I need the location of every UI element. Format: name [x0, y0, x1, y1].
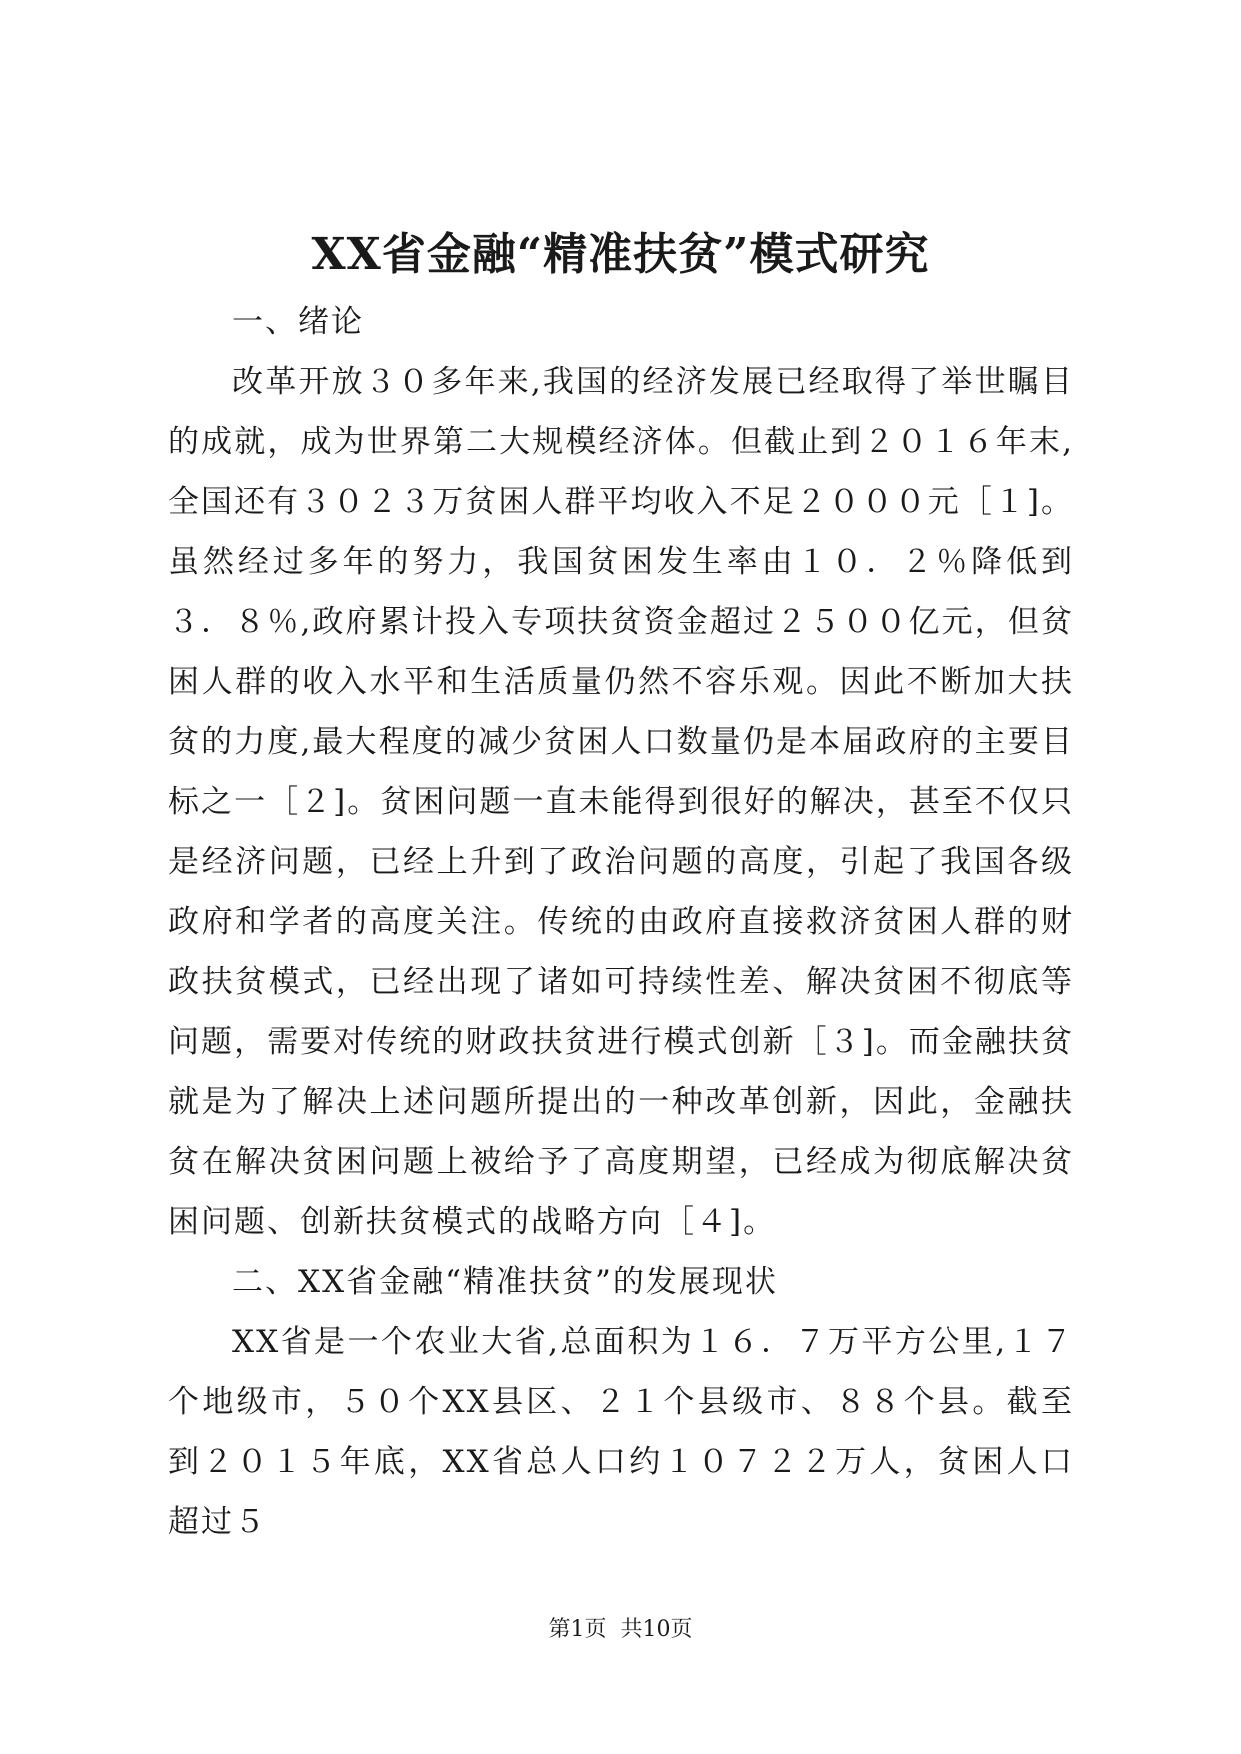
- section-heading-introduction: 一、绪论: [232, 304, 364, 340]
- document-body: [168, 292, 1074, 1552]
- page-number: 第1页: [548, 1617, 607, 1642]
- page-footer: [0, 1612, 1241, 1643]
- document-title: XX省金融“精准扶贫”模式研究: [311, 229, 930, 280]
- paragraph-status: XX省是一个农业大省,总面积为１６．７万平方公里,１７个地级市，５０个XX县区、２１个县级市、８８个县。截至到２０１５年底，XX省总人口约１０７２２万人，贫困人口超过５: [168, 1324, 1074, 1540]
- paragraph-introduction: 改革开放３０多年来,我国的经济发展已经取得了举世瞩目的成就，成为世界第二大规模经济体。但截止到２０１６年末,全国还有３０２３万贫困人群平均收入不足２０００元［１]。虽然经过多年的努力，我国贫困发生率由１０．２％降低到３．８％,政府累计投入专项扶贫资金超过２５００亿元，但贫困人群的收入水平和生活质量仍然不容乐观。因此不断加大扶贫的力度,最大程度的减少贫困人口数量仍是本届政府的主要目标之一［２]。贫困问题一直未能得到很好的解决，甚至不仅只是经济问题，已经上升到了政治问题的高度，引起了我国各级政府和学者的高度关注。传统的由政府直接救济贫困人群的财政扶贫模式，已经出现了诸如可持续性差、解决贫困不彻底等问题，需要对传统的财政扶贫进行模式创新［３]。而金融扶贫就是为了解决上述问题所提出的一种改革创新，因此，金融扶贫在解决贫困问题上被给予了高度期望，已经成为彻底解决贫困问题、创新扶贫模式的战略方向［４]。: [168, 364, 1074, 1240]
- page-total: 共10页: [620, 1617, 693, 1642]
- section-heading-status: 二、XX省金融“精准扶贫”的发展现状: [232, 1264, 778, 1300]
